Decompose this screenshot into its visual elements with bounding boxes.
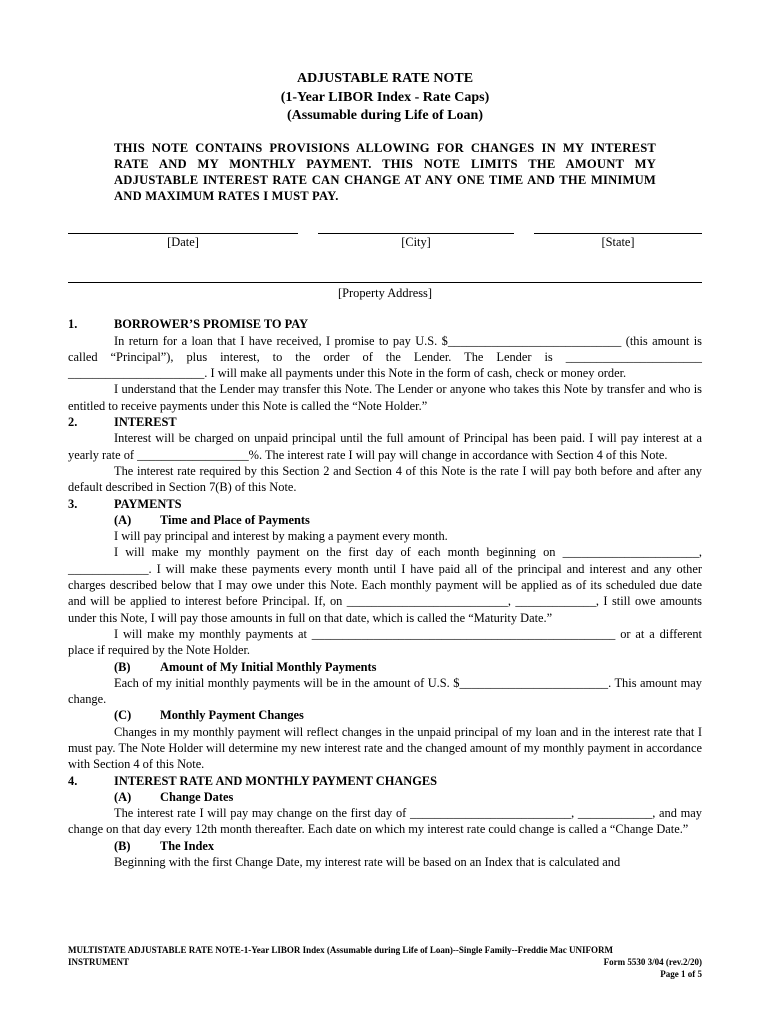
footer-instrument: INSTRUMENT	[68, 957, 130, 967]
subsection-title: Amount of My Initial Monthly Payments	[160, 659, 377, 674]
city-field[interactable]	[318, 223, 514, 250]
paragraph: Interest will be charged on unpaid principal until the full amount of Principal has been paid. I will pay interest at a yearly rate of __________________%. The interest rate I will pay will change in accordance with Section 4 of this Note.	[68, 431, 702, 462]
paragraph: Each of my initial monthly payments will be in the amount of U.S. $________________________. This amount may change.	[68, 675, 702, 707]
subsection-letter: (B)	[114, 659, 131, 674]
section-2-heading	[68, 414, 702, 430]
section-number: 1.	[68, 317, 78, 332]
property-address-line	[68, 270, 702, 283]
paragraph: I will make my monthly payment on the first day of each month beginning on ______________________, _____________. I will make these payments every month until I have paid all of the principal and interest and any other charges described below that I may owe under this Note. Each monthly payment will be applied as of its scheduled due date and will be applied to interest before Principal. If, on __________________________, _____________, I still owe amounts under this Note, I will pay those amounts in full on that date, which is called the “Maturity Date.”	[68, 545, 702, 625]
paragraph: Changes in my monthly payment will reflect changes in the unpaid principal of my loan and in the interest rate that I must pay. The Note Holder will determine my new interest rate and the changed amount of my monthly payment in accordance with Section 4 of this Note.	[68, 724, 702, 772]
subsection-letter: (A)	[114, 512, 132, 527]
subsection-3b-heading	[68, 659, 702, 675]
section-1-heading	[68, 316, 702, 332]
subsection-title: Monthly Payment Changes	[160, 708, 304, 723]
document-page	[68, 70, 702, 870]
section-number: 4.	[68, 773, 78, 788]
paragraph: I will pay principal and interest by making a payment every month.	[114, 529, 448, 544]
section-title: INTEREST RATE AND MONTHLY PAYMENT CHANGES	[114, 773, 438, 788]
document-title	[68, 70, 702, 126]
date-label: [Date]	[167, 234, 199, 249]
paragraph: I understand that the Lender may transfer this Note. The Lender or anyone who takes this Note by transfer and who is entitled to receive payments under this Note is called the “Note Holder.”	[68, 382, 702, 413]
section-title: PAYMENTS	[114, 496, 182, 511]
title-line-3: (Assumable during Life of Loan)	[286, 108, 484, 123]
state-label: [State]	[601, 234, 635, 249]
footer-form-title: MULTISTATE ADJUSTABLE RATE NOTE-1-Year LIBOR Index (Assumable during Life of Loan)--Single Family--Freddie Mac UNIFORM	[68, 945, 613, 955]
property-address-field[interactable]	[68, 270, 702, 301]
paragraph: In return for a loan that I have received, I promise to pay U.S. $____________________________ (this amount is called “Principal”), plus interest, to the order of the Lender. The Lender is ______________________ ______________________. I will make all payments under this Note in the form of cash, check or money order.	[68, 333, 702, 381]
rate-change-notice: THIS NOTE CONTAINS PROVISIONS ALLOWING FOR CHANGES IN MY INTEREST RATE AND MY MONTHLY PAYMENT. THIS NOTE LIMITS THE AMOUNT MY ADJUSTABLE INTEREST RATE CAN CHANGE AT ANY ONE TIME AND THE MINIMUM AND MAXIMUM RATES I MUST PAY.	[114, 140, 656, 204]
page-footer	[68, 944, 702, 980]
subsection-letter: (A)	[114, 789, 132, 804]
subsection-title: The Index	[160, 838, 215, 853]
paragraph: The interest rate I will pay may change on the first day of __________________________, ____________, and may change on that day every 12th month thereafter. Each date on which my interest rate could change is called a “Change Date.”	[68, 806, 702, 837]
title-line-2: (1-Year LIBOR Index - Rate Caps)	[280, 89, 490, 105]
section-3-heading	[68, 496, 702, 512]
subsection-title: Change Dates	[160, 789, 234, 804]
property-address-label: [Property Address]	[338, 285, 432, 300]
paragraph: The interest rate required by this Section 2 and Section 4 of this Note is the rate I will pay both before and after any default described in Section 7(B) of this Note.	[68, 463, 702, 495]
date-field[interactable]	[68, 223, 298, 250]
subsection-letter: (B)	[114, 838, 131, 853]
subsection-3a-heading	[68, 512, 702, 528]
subsection-letter: (C)	[114, 708, 132, 723]
city-line	[318, 223, 514, 234]
subsection-title: Time and Place of Payments	[160, 512, 310, 527]
section-title: BORROWER’S PROMISE TO PAY	[114, 317, 309, 332]
paragraph: Beginning with the first Change Date, my interest rate will be based on an Index that is calculated and	[114, 855, 621, 870]
state-line	[534, 223, 702, 234]
section-number: 2.	[68, 415, 78, 430]
subsection-3c-heading	[68, 707, 702, 723]
date-line	[68, 223, 298, 234]
section-number: 3.	[68, 496, 78, 511]
subsection-4b-heading	[68, 838, 702, 854]
footer-form-number: Form 5530 3/04 (rev.2/20)	[603, 957, 702, 967]
footer-page-number: Page 1 of 5	[660, 969, 702, 979]
date-city-state-row	[68, 223, 702, 250]
section-4-heading	[68, 773, 702, 789]
section-title: INTEREST	[114, 415, 177, 430]
subsection-4a-heading	[68, 789, 702, 805]
state-field[interactable]	[534, 223, 702, 250]
city-label: [City]	[401, 234, 431, 249]
paragraph: I will make my monthly payments at _________________________________________________ or at a different place if required by the Note Holder.	[68, 626, 702, 658]
title-line-1: ADJUSTABLE RATE NOTE	[296, 71, 474, 86]
